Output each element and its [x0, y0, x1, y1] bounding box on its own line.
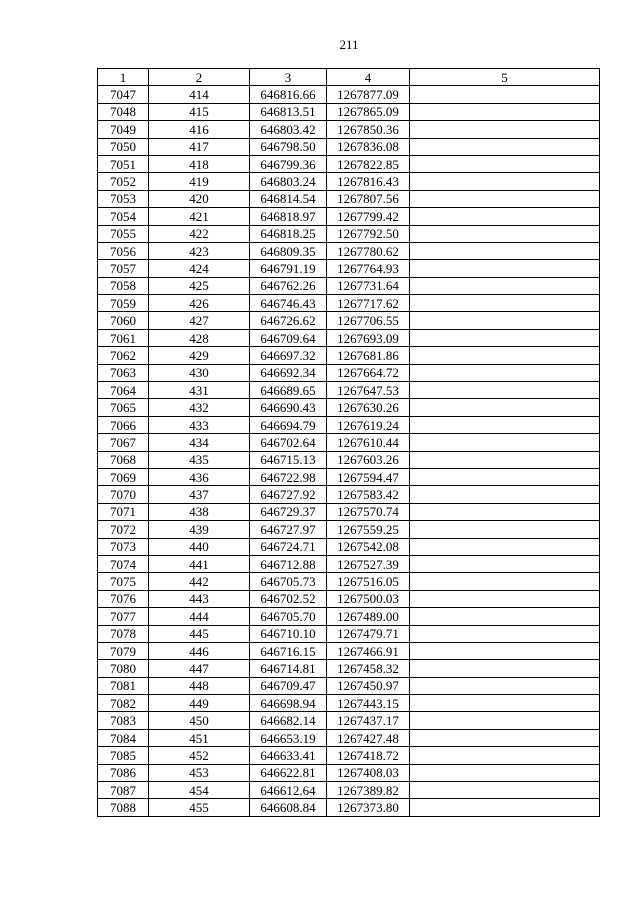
table-cell-col-2: 439: [149, 521, 250, 538]
table-cell-col-3: 646714.81: [250, 660, 327, 677]
table-cell-col-1: 7063: [98, 364, 149, 381]
table-cell-col-5: [410, 538, 600, 555]
table-cell-col-3: 646727.97: [250, 521, 327, 538]
table-cell-col-2: 445: [149, 625, 250, 642]
table-cell-col-3: 646715.13: [250, 451, 327, 468]
table-cell-col-4: 1267764.93: [327, 260, 410, 277]
table-cell-col-2: 424: [149, 260, 250, 277]
table-cell-col-3: 646709.47: [250, 677, 327, 694]
table-cell-col-5: [410, 503, 600, 520]
table-cell-col-1: 7054: [98, 208, 149, 225]
table-cell-col-2: 433: [149, 416, 250, 433]
table-cell-col-5: [410, 521, 600, 538]
table-cell-col-1: 7067: [98, 434, 149, 451]
table-cell-col-2: 422: [149, 225, 250, 242]
table-cell-col-4: 1267418.72: [327, 747, 410, 764]
table-cell-col-3: 646705.73: [250, 573, 327, 590]
table-cell-col-2: 435: [149, 451, 250, 468]
table-cell-col-3: 646727.92: [250, 486, 327, 503]
table-cell-col-2: 451: [149, 729, 250, 746]
table-cell-col-5: [410, 625, 600, 642]
table-cell-col-5: [410, 764, 600, 781]
table-cell-col-1: 7085: [98, 747, 149, 764]
table-cell-col-2: 447: [149, 660, 250, 677]
table-cell-col-5: [410, 277, 600, 294]
table-cell-col-1: 7079: [98, 642, 149, 659]
table-cell-col-5: [410, 121, 600, 138]
table-row: [98, 190, 600, 207]
table-cell-col-1: 7087: [98, 782, 149, 799]
table-cell-col-4: 1267542.08: [327, 538, 410, 555]
table-cell-col-2: 450: [149, 712, 250, 729]
table-cell-col-4: 1267408.03: [327, 764, 410, 781]
table-row: [98, 677, 600, 694]
table-cell-col-1: 7078: [98, 625, 149, 642]
table-cell-col-4: 1267693.09: [327, 329, 410, 346]
table-cell-col-1: 7073: [98, 538, 149, 555]
table-cell-col-3: 646653.19: [250, 729, 327, 746]
table-row: [98, 695, 600, 712]
table-cell-col-5: [410, 555, 600, 572]
table-cell-col-2: 452: [149, 747, 250, 764]
table-cell-col-4: 1267877.09: [327, 86, 410, 103]
table-row: [98, 86, 600, 103]
table-cell-col-1: 7048: [98, 103, 149, 120]
table-cell-col-2: 425: [149, 277, 250, 294]
table-cell-col-1: 7072: [98, 521, 149, 538]
table-cell-col-2: 436: [149, 468, 250, 485]
table-cell-col-5: [410, 103, 600, 120]
table-cell-col-2: 420: [149, 190, 250, 207]
coordinates-table: [97, 68, 600, 817]
table-row: [98, 799, 600, 816]
table-cell-col-2: 419: [149, 173, 250, 190]
table-cell-col-2: 434: [149, 434, 250, 451]
table-row: [98, 555, 600, 572]
table-cell-col-2: 414: [149, 86, 250, 103]
table-cell-col-1: 7065: [98, 399, 149, 416]
table-cell-col-3: 646803.42: [250, 121, 327, 138]
table-row: [98, 642, 600, 659]
table-cell-col-3: 646633.41: [250, 747, 327, 764]
table-cell-col-1: 7084: [98, 729, 149, 746]
table-cell-col-3: 646682.14: [250, 712, 327, 729]
table-row: [98, 486, 600, 503]
table-cell-col-1: 7049: [98, 121, 149, 138]
table-cell-col-1: 7057: [98, 260, 149, 277]
table-cell-col-2: 417: [149, 138, 250, 155]
table-cell-col-2: 426: [149, 295, 250, 312]
table-cell-col-3: 646716.15: [250, 642, 327, 659]
table-cell-col-5: [410, 155, 600, 172]
page-number: 211: [339, 37, 359, 52]
table-cell-col-4: 1267619.24: [327, 416, 410, 433]
table-cell-col-4: 1267479.71: [327, 625, 410, 642]
table-cell-col-1: 7075: [98, 573, 149, 590]
table-row: [98, 347, 600, 364]
table-cell-col-5: [410, 399, 600, 416]
table-cell-col-2: 440: [149, 538, 250, 555]
table-cell-col-5: [410, 677, 600, 694]
table-cell-col-1: 7088: [98, 799, 149, 816]
table-row: [98, 225, 600, 242]
table-cell-col-5: [410, 608, 600, 625]
table-cell-col-5: [410, 312, 600, 329]
table-row: [98, 434, 600, 451]
table-cell-col-4: 1267807.56: [327, 190, 410, 207]
table-cell-col-4: 1267799.42: [327, 208, 410, 225]
table-cell-col-5: [410, 729, 600, 746]
table-cell-col-5: [410, 573, 600, 590]
table-cell-col-4: 1267559.25: [327, 521, 410, 538]
table-cell-col-1: 7051: [98, 155, 149, 172]
table-cell-col-2: 428: [149, 329, 250, 346]
table-cell-col-5: [410, 695, 600, 712]
table-cell-col-2: 438: [149, 503, 250, 520]
table-cell-col-4: 1267664.72: [327, 364, 410, 381]
table-cell-col-3: 646809.35: [250, 242, 327, 259]
table-cell-col-1: 7058: [98, 277, 149, 294]
table-row: [98, 329, 600, 346]
table-cell-col-3: 646702.64: [250, 434, 327, 451]
table-cell-col-1: 7080: [98, 660, 149, 677]
table-cell-col-5: [410, 486, 600, 503]
table-cell-col-5: [410, 295, 600, 312]
table-cell-col-3: 646799.36: [250, 155, 327, 172]
table-cell-col-3: 646612.64: [250, 782, 327, 799]
table-cell-col-4: 1267865.09: [327, 103, 410, 120]
column-header-2: 2: [149, 69, 250, 86]
table-row: [98, 173, 600, 190]
table-row: [98, 521, 600, 538]
table-cell-col-3: 646726.62: [250, 312, 327, 329]
table-cell-col-3: 646702.52: [250, 590, 327, 607]
table-cell-col-1: 7056: [98, 242, 149, 259]
table-cell-col-2: 429: [149, 347, 250, 364]
table-cell-col-3: 646692.34: [250, 364, 327, 381]
table-row: [98, 451, 600, 468]
table-header-row: [98, 69, 600, 86]
table-row: [98, 608, 600, 625]
table-row: [98, 138, 600, 155]
table-row: [98, 764, 600, 781]
table-cell-col-4: 1267443.15: [327, 695, 410, 712]
table-cell-col-3: 646816.66: [250, 86, 327, 103]
table-cell-col-4: 1267437.17: [327, 712, 410, 729]
table-cell-col-3: 646697.32: [250, 347, 327, 364]
table-cell-col-5: [410, 434, 600, 451]
table-row: [98, 382, 600, 399]
table-cell-col-2: 418: [149, 155, 250, 172]
table-row: [98, 295, 600, 312]
table-cell-col-1: 7081: [98, 677, 149, 694]
table-cell-col-4: 1267836.08: [327, 138, 410, 155]
table-cell-col-3: 646689.65: [250, 382, 327, 399]
table-cell-col-4: 1267500.03: [327, 590, 410, 607]
table-cell-col-4: 1267570.74: [327, 503, 410, 520]
table-body: [98, 86, 600, 816]
table-cell-col-1: 7060: [98, 312, 149, 329]
table-cell-col-2: 441: [149, 555, 250, 572]
table-cell-col-3: 646712.88: [250, 555, 327, 572]
table-cell-col-3: 646798.50: [250, 138, 327, 155]
table-cell-col-4: 1267458.32: [327, 660, 410, 677]
table-cell-col-3: 646762.26: [250, 277, 327, 294]
table-cell-col-1: 7070: [98, 486, 149, 503]
table-cell-col-1: 7047: [98, 86, 149, 103]
table-cell-col-2: 427: [149, 312, 250, 329]
table-cell-col-5: [410, 451, 600, 468]
table-cell-col-3: 646814.54: [250, 190, 327, 207]
column-header-1: 1: [98, 69, 149, 86]
table-cell-col-2: 437: [149, 486, 250, 503]
table-cell-col-1: 7052: [98, 173, 149, 190]
column-header-5: 5: [410, 69, 600, 86]
table-cell-col-4: 1267630.26: [327, 399, 410, 416]
table-cell-col-2: 453: [149, 764, 250, 781]
table-cell-col-3: 646608.84: [250, 799, 327, 816]
table-row: [98, 503, 600, 520]
table-row: [98, 660, 600, 677]
table-cell-col-2: 421: [149, 208, 250, 225]
table-cell-col-5: [410, 260, 600, 277]
table-cell-col-5: [410, 208, 600, 225]
table-row: [98, 416, 600, 433]
table-cell-col-5: [410, 747, 600, 764]
column-header-4: 4: [327, 69, 410, 86]
table-cell-col-5: [410, 173, 600, 190]
table-cell-col-3: 646722.98: [250, 468, 327, 485]
table-cell-col-1: 7055: [98, 225, 149, 242]
table-row: [98, 538, 600, 555]
table-cell-col-5: [410, 242, 600, 259]
table-row: [98, 573, 600, 590]
table-cell-col-1: 7059: [98, 295, 149, 312]
table-cell-col-5: [410, 416, 600, 433]
table-cell-col-3: 646705.70: [250, 608, 327, 625]
table-cell-col-2: 431: [149, 382, 250, 399]
table-cell-col-4: 1267516.05: [327, 573, 410, 590]
table-cell-col-1: 7077: [98, 608, 149, 625]
table-cell-col-4: 1267731.64: [327, 277, 410, 294]
table-cell-col-2: 443: [149, 590, 250, 607]
table-cell-col-3: 646690.43: [250, 399, 327, 416]
table-cell-col-2: 416: [149, 121, 250, 138]
table-cell-col-4: 1267450.97: [327, 677, 410, 694]
table-cell-col-5: [410, 642, 600, 659]
table-cell-col-3: 646724.71: [250, 538, 327, 555]
table-row: [98, 312, 600, 329]
table-row: [98, 782, 600, 799]
table-row: [98, 242, 600, 259]
table-cell-col-4: 1267647.53: [327, 382, 410, 399]
table-cell-col-1: 7086: [98, 764, 149, 781]
table-cell-col-2: 446: [149, 642, 250, 659]
table-cell-col-4: 1267373.80: [327, 799, 410, 816]
table-cell-col-4: 1267389.82: [327, 782, 410, 799]
table-cell-col-5: [410, 225, 600, 242]
table-cell-col-5: [410, 347, 600, 364]
table-cell-col-2: 448: [149, 677, 250, 694]
table-cell-col-4: 1267717.62: [327, 295, 410, 312]
table-cell-col-5: [410, 86, 600, 103]
table-cell-col-4: 1267603.26: [327, 451, 410, 468]
table-row: [98, 468, 600, 485]
table-cell-col-5: [410, 382, 600, 399]
table-row: [98, 260, 600, 277]
table-row: [98, 103, 600, 120]
table-row: [98, 590, 600, 607]
table-cell-col-4: 1267681.86: [327, 347, 410, 364]
table-row: [98, 155, 600, 172]
table-cell-col-3: 646710.10: [250, 625, 327, 642]
table-cell-col-5: [410, 660, 600, 677]
table-cell-col-1: 7076: [98, 590, 149, 607]
table-cell-col-1: 7050: [98, 138, 149, 155]
table-cell-col-1: 7071: [98, 503, 149, 520]
table-cell-col-3: 646813.51: [250, 103, 327, 120]
table-cell-col-5: [410, 590, 600, 607]
table-cell-col-1: 7053: [98, 190, 149, 207]
table-cell-col-5: [410, 782, 600, 799]
table-cell-col-4: 1267780.62: [327, 242, 410, 259]
table-cell-col-5: [410, 799, 600, 816]
table-cell-col-5: [410, 712, 600, 729]
table-cell-col-4: 1267583.42: [327, 486, 410, 503]
table-cell-col-5: [410, 329, 600, 346]
table-cell-col-4: 1267489.00: [327, 608, 410, 625]
table-row: [98, 364, 600, 381]
table-row: [98, 729, 600, 746]
table-cell-col-1: 7066: [98, 416, 149, 433]
table-cell-col-5: [410, 190, 600, 207]
table-cell-col-4: 1267792.50: [327, 225, 410, 242]
table-row: [98, 121, 600, 138]
table-cell-col-2: 415: [149, 103, 250, 120]
table-cell-col-1: 7061: [98, 329, 149, 346]
table-cell-col-1: 7062: [98, 347, 149, 364]
table-cell-col-1: 7068: [98, 451, 149, 468]
table-cell-col-3: 646698.94: [250, 695, 327, 712]
table-cell-col-2: 423: [149, 242, 250, 259]
table-cell-col-4: 1267822.85: [327, 155, 410, 172]
table-cell-col-1: 7074: [98, 555, 149, 572]
table-cell-col-2: 454: [149, 782, 250, 799]
table-row: [98, 712, 600, 729]
table-cell-col-2: 449: [149, 695, 250, 712]
table-cell-col-2: 442: [149, 573, 250, 590]
table-row: [98, 277, 600, 294]
table-cell-col-3: 646803.24: [250, 173, 327, 190]
table-cell-col-1: 7082: [98, 695, 149, 712]
table-cell-col-4: 1267594.47: [327, 468, 410, 485]
table-cell-col-3: 646791.19: [250, 260, 327, 277]
table-row: [98, 208, 600, 225]
table-cell-col-3: 646818.97: [250, 208, 327, 225]
table-cell-col-4: 1267466.91: [327, 642, 410, 659]
table-cell-col-4: 1267816.43: [327, 173, 410, 190]
table-cell-col-3: 646818.25: [250, 225, 327, 242]
table-cell-col-2: 430: [149, 364, 250, 381]
table-cell-col-4: 1267610.44: [327, 434, 410, 451]
column-header-3: 3: [250, 69, 327, 86]
table-cell-col-5: [410, 468, 600, 485]
table-cell-col-5: [410, 138, 600, 155]
table-row: [98, 747, 600, 764]
table-row: [98, 399, 600, 416]
table-cell-col-3: 646729.37: [250, 503, 327, 520]
table-cell-col-2: 444: [149, 608, 250, 625]
table-cell-col-4: 1267706.55: [327, 312, 410, 329]
table-cell-col-1: 7069: [98, 468, 149, 485]
table-cell-col-1: 7064: [98, 382, 149, 399]
table-cell-col-3: 646709.64: [250, 329, 327, 346]
table-cell-col-2: 455: [149, 799, 250, 816]
table-cell-col-2: 432: [149, 399, 250, 416]
table-row: [98, 625, 600, 642]
table-cell-col-4: 1267427.48: [327, 729, 410, 746]
table-cell-col-4: 1267850.36: [327, 121, 410, 138]
table-cell-col-3: 646622.81: [250, 764, 327, 781]
table-cell-col-4: 1267527.39: [327, 555, 410, 572]
table-cell-col-1: 7083: [98, 712, 149, 729]
table-cell-col-3: 646694.79: [250, 416, 327, 433]
table-cell-col-3: 646746.43: [250, 295, 327, 312]
table-cell-col-5: [410, 364, 600, 381]
